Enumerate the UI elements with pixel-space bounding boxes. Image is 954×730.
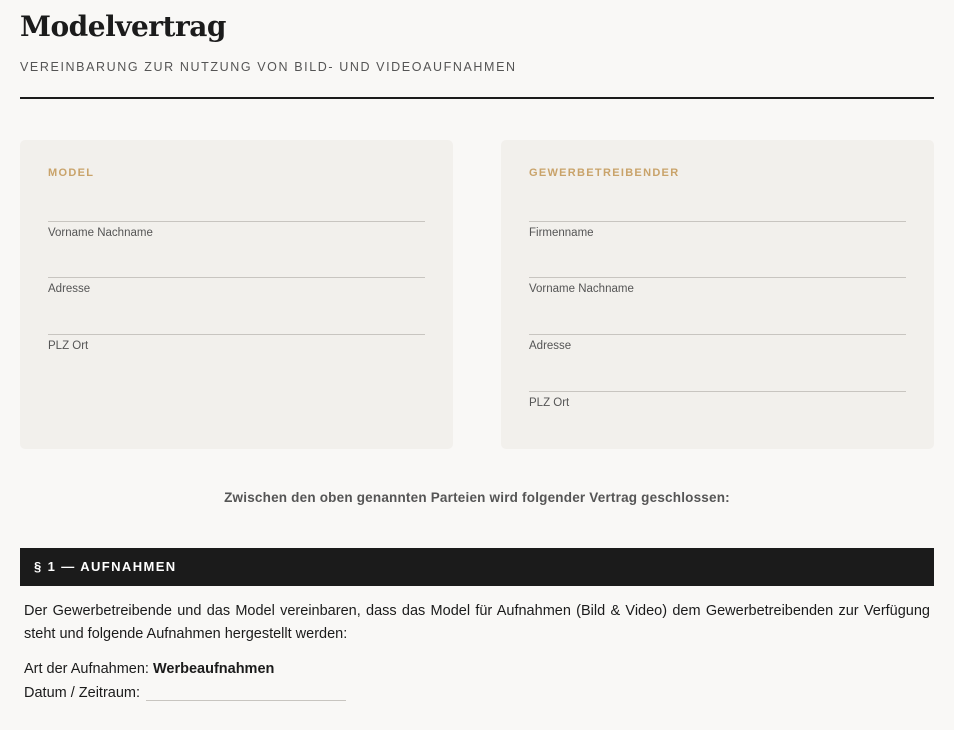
model-name-field[interactable] xyxy=(48,221,425,239)
date-row xyxy=(24,685,346,701)
field-line xyxy=(529,391,906,392)
page-title: Modelvertrag xyxy=(20,10,226,43)
model-city-field[interactable] xyxy=(48,334,425,352)
section-1-paragraph: Der Gewerbetreibende und das Model vereinbaren, dass das Model für Aufnahmen (Bild & Video) dem Gewerbetreibenden zur Verfügung steht und folgende Aufnahmen hergestellt werden: xyxy=(24,603,930,642)
field-label: Firmenname xyxy=(529,227,594,239)
business-card xyxy=(501,140,934,449)
header-divider xyxy=(20,97,934,99)
field-label: PLZ Ort xyxy=(529,397,570,409)
section-1-title: § 1 — AUFNAHMEN xyxy=(34,559,177,574)
page-subtitle: VEREINBARUNG ZUR NUTZUNG VON BILD- UND VIDEOAUFNAHMEN xyxy=(20,60,517,74)
recording-type-row xyxy=(24,661,274,677)
field-label: Adresse xyxy=(529,340,572,352)
business-name-field[interactable] xyxy=(529,277,906,295)
section-1-header xyxy=(20,548,934,586)
business-city-field[interactable] xyxy=(529,391,906,409)
business-company-field[interactable] xyxy=(529,221,906,239)
recording-type-label: Art der Aufnahmen: xyxy=(24,661,149,677)
field-label: PLZ Ort xyxy=(48,340,89,352)
model-card xyxy=(20,140,453,449)
field-line xyxy=(529,277,906,278)
field-label: Vorname Nachname xyxy=(529,283,634,295)
field-line xyxy=(48,221,425,222)
business-address-field[interactable] xyxy=(529,334,906,352)
field-label: Adresse xyxy=(48,283,91,295)
contract-intro: Zwischen den oben genannten Parteien wird folgender Vertrag geschlossen: xyxy=(224,490,730,505)
business-card-heading: GEWERBETREIBENDER xyxy=(529,167,680,179)
date-input-line[interactable] xyxy=(146,700,346,701)
field-label: Vorname Nachname xyxy=(48,227,153,239)
date-label: Datum / Zeitraum: xyxy=(24,685,141,701)
field-line xyxy=(529,221,906,222)
recording-type-value: Werbeaufnahmen xyxy=(152,661,275,677)
field-line xyxy=(48,334,425,335)
field-line xyxy=(48,277,425,278)
model-card-heading: MODEL xyxy=(48,167,95,179)
model-address-field[interactable] xyxy=(48,277,425,295)
field-line xyxy=(529,334,906,335)
